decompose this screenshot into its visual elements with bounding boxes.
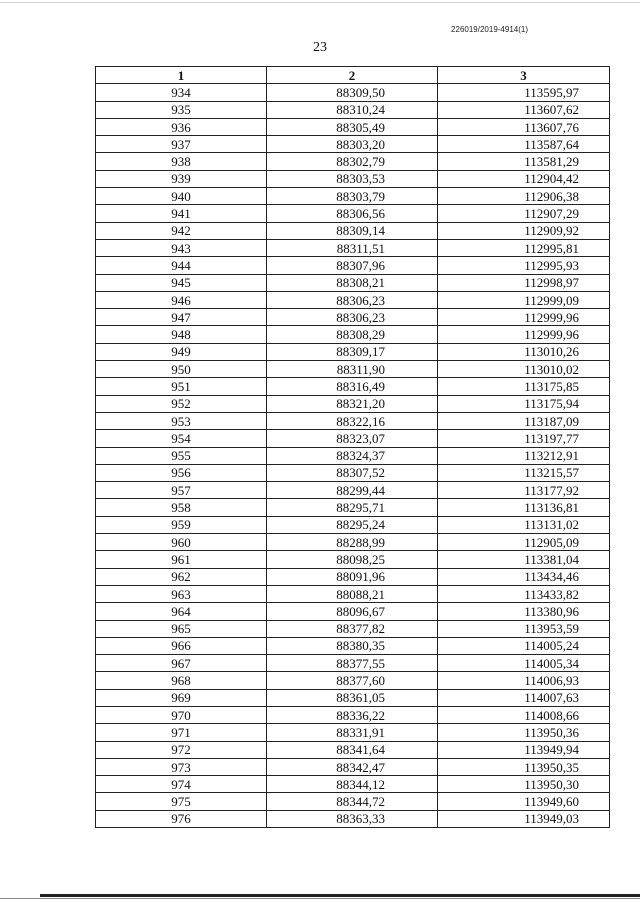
table-row: [96, 620, 610, 637]
x-coordinate-cell: 88302,79: [267, 153, 438, 170]
y-coordinate-cell: 112906,38: [438, 188, 610, 205]
y-coordinate-cell: 112904,42: [438, 170, 610, 187]
table-row: [96, 170, 610, 187]
point-number-cell: 945: [96, 274, 267, 291]
x-coordinate-cell: 88363,33: [267, 810, 438, 827]
table-row: [96, 793, 610, 810]
page-number: 23: [313, 40, 327, 55]
point-number-cell: 936: [96, 118, 267, 135]
y-coordinate-cell: 113595,97: [438, 84, 610, 101]
point-number-cell: 966: [96, 637, 267, 654]
x-coordinate-cell: 88307,96: [267, 257, 438, 274]
y-coordinate-cell: 113010,02: [438, 361, 610, 378]
table-row: [96, 724, 610, 741]
point-number-cell: 965: [96, 620, 267, 637]
y-coordinate-cell: 112995,93: [438, 257, 610, 274]
point-number-cell: 935: [96, 101, 267, 118]
y-coordinate-cell: 112999,96: [438, 309, 610, 326]
point-number-cell: 958: [96, 499, 267, 516]
table-row: [96, 516, 610, 533]
point-number-cell: 961: [96, 551, 267, 568]
point-number-cell: 959: [96, 516, 267, 533]
point-number-cell: 955: [96, 447, 267, 464]
y-coordinate-cell: 113175,94: [438, 395, 610, 412]
x-coordinate-cell: 88324,37: [267, 447, 438, 464]
y-coordinate-cell: 113177,92: [438, 482, 610, 499]
table-row: [96, 274, 610, 291]
y-coordinate-cell: 114007,63: [438, 689, 610, 706]
y-coordinate-cell: 113197,77: [438, 430, 610, 447]
y-coordinate-cell: 113949,94: [438, 741, 610, 758]
point-number-cell: 960: [96, 534, 267, 551]
column-header-1: 1: [96, 67, 267, 84]
table-row: [96, 447, 610, 464]
x-coordinate-cell: 88311,51: [267, 239, 438, 256]
y-coordinate-cell: 112998,97: [438, 274, 610, 291]
x-coordinate-cell: 88307,52: [267, 464, 438, 481]
x-coordinate-cell: 88308,21: [267, 274, 438, 291]
x-coordinate-cell: 88344,72: [267, 793, 438, 810]
x-coordinate-cell: 88295,24: [267, 516, 438, 533]
table-row: [96, 499, 610, 516]
bottom-scan-artifact: [40, 894, 640, 897]
y-coordinate-cell: 113010,26: [438, 343, 610, 360]
x-coordinate-cell: 88303,79: [267, 188, 438, 205]
x-coordinate-cell: 88336,22: [267, 706, 438, 723]
point-number-cell: 949: [96, 343, 267, 360]
point-number-cell: 972: [96, 741, 267, 758]
point-number-cell: 937: [96, 136, 267, 153]
y-coordinate-cell: 113175,85: [438, 378, 610, 395]
point-number-cell: 973: [96, 758, 267, 775]
table-row: [96, 706, 610, 723]
y-coordinate-cell: 113607,62: [438, 101, 610, 118]
x-coordinate-cell: 88377,82: [267, 620, 438, 637]
point-number-cell: 940: [96, 188, 267, 205]
x-coordinate-cell: 88331,91: [267, 724, 438, 741]
x-coordinate-cell: 88096,67: [267, 603, 438, 620]
x-coordinate-cell: 88091,96: [267, 568, 438, 585]
y-coordinate-cell: 113433,82: [438, 585, 610, 602]
table-row: [96, 534, 610, 551]
point-number-cell: 968: [96, 672, 267, 689]
point-number-cell: 934: [96, 84, 267, 101]
table-row: [96, 810, 610, 827]
point-number-cell: 969: [96, 689, 267, 706]
point-number-cell: 952: [96, 395, 267, 412]
table-row: [96, 655, 610, 672]
table-row: [96, 430, 610, 447]
top-scan-rule: [0, 2, 640, 3]
x-coordinate-cell: 88377,55: [267, 655, 438, 672]
x-coordinate-cell: 88098,25: [267, 551, 438, 568]
point-number-cell: 956: [96, 464, 267, 481]
table-row: [96, 239, 610, 256]
point-number-cell: 938: [96, 153, 267, 170]
table-row: [96, 776, 610, 793]
x-coordinate-cell: 88305,49: [267, 118, 438, 135]
x-coordinate-cell: 88306,23: [267, 309, 438, 326]
point-number-cell: 951: [96, 378, 267, 395]
y-coordinate-cell: 112999,09: [438, 291, 610, 308]
x-coordinate-cell: 88309,17: [267, 343, 438, 360]
y-coordinate-cell: 113136,81: [438, 499, 610, 516]
table-row: [96, 326, 610, 343]
table-row: [96, 222, 610, 239]
point-number-cell: 947: [96, 309, 267, 326]
table-row: [96, 378, 610, 395]
point-number-cell: 976: [96, 810, 267, 827]
table-row: [96, 585, 610, 602]
x-coordinate-cell: 88316,49: [267, 378, 438, 395]
document-number: 226019/2019-4914(1): [451, 25, 528, 34]
x-coordinate-cell: 88311,90: [267, 361, 438, 378]
table-header-row: [96, 67, 610, 84]
y-coordinate-cell: 113212,91: [438, 447, 610, 464]
table-row: [96, 551, 610, 568]
x-coordinate-cell: 88341,64: [267, 741, 438, 758]
point-number-cell: 963: [96, 585, 267, 602]
point-number-cell: 948: [96, 326, 267, 343]
table-row: [96, 136, 610, 153]
x-coordinate-cell: 88299,44: [267, 482, 438, 499]
x-coordinate-cell: 88309,50: [267, 84, 438, 101]
table-row: [96, 482, 610, 499]
point-number-cell: 964: [96, 603, 267, 620]
point-number-cell: 941: [96, 205, 267, 222]
y-coordinate-cell: 113950,36: [438, 724, 610, 741]
y-coordinate-cell: 113381,04: [438, 551, 610, 568]
table-row: [96, 291, 610, 308]
point-number-cell: 950: [96, 361, 267, 378]
y-coordinate-cell: 114005,24: [438, 637, 610, 654]
x-coordinate-cell: 88308,29: [267, 326, 438, 343]
point-number-cell: 943: [96, 239, 267, 256]
x-coordinate-cell: 88309,14: [267, 222, 438, 239]
x-coordinate-cell: 88303,53: [267, 170, 438, 187]
x-coordinate-cell: 88321,20: [267, 395, 438, 412]
y-coordinate-cell: 112995,81: [438, 239, 610, 256]
table-row: [96, 205, 610, 222]
point-number-cell: 971: [96, 724, 267, 741]
table-row: [96, 395, 610, 412]
column-header-2: 2: [267, 67, 438, 84]
y-coordinate-cell: 112999,96: [438, 326, 610, 343]
table-row: [96, 672, 610, 689]
y-coordinate-cell: 113215,57: [438, 464, 610, 481]
table-row: [96, 568, 610, 585]
point-number-cell: 975: [96, 793, 267, 810]
y-coordinate-cell: 113607,76: [438, 118, 610, 135]
y-coordinate-cell: 112909,92: [438, 222, 610, 239]
table-row: [96, 603, 610, 620]
table-row: [96, 257, 610, 274]
table-row: [96, 118, 610, 135]
table-row: [96, 84, 610, 101]
y-coordinate-cell: 114005,34: [438, 655, 610, 672]
table-row: [96, 101, 610, 118]
y-coordinate-cell: 113434,46: [438, 568, 610, 585]
y-coordinate-cell: 114008,66: [438, 706, 610, 723]
y-coordinate-cell: 113587,64: [438, 136, 610, 153]
y-coordinate-cell: 113187,09: [438, 412, 610, 429]
table-row: [96, 741, 610, 758]
x-coordinate-cell: 88288,99: [267, 534, 438, 551]
x-coordinate-cell: 88344,12: [267, 776, 438, 793]
table-row: [96, 689, 610, 706]
y-coordinate-cell: 113380,96: [438, 603, 610, 620]
y-coordinate-cell: 113950,30: [438, 776, 610, 793]
coordinates-table: [95, 66, 610, 828]
y-coordinate-cell: 113950,35: [438, 758, 610, 775]
y-coordinate-cell: 113953,59: [438, 620, 610, 637]
table-row: [96, 343, 610, 360]
table-row: [96, 361, 610, 378]
table-body: [96, 84, 610, 828]
bottom-scan-line: [0, 898, 640, 899]
column-header-3: 3: [438, 67, 610, 84]
y-coordinate-cell: 113131,02: [438, 516, 610, 533]
x-coordinate-cell: 88306,56: [267, 205, 438, 222]
x-coordinate-cell: 88088,21: [267, 585, 438, 602]
y-coordinate-cell: 112907,29: [438, 205, 610, 222]
y-coordinate-cell: 113949,03: [438, 810, 610, 827]
table-row: [96, 188, 610, 205]
x-coordinate-cell: 88380,35: [267, 637, 438, 654]
table-row: [96, 309, 610, 326]
x-coordinate-cell: 88323,07: [267, 430, 438, 447]
point-number-cell: 954: [96, 430, 267, 447]
point-number-cell: 962: [96, 568, 267, 585]
x-coordinate-cell: 88322,16: [267, 412, 438, 429]
y-coordinate-cell: 114006,93: [438, 672, 610, 689]
point-number-cell: 939: [96, 170, 267, 187]
table-row: [96, 464, 610, 481]
point-number-cell: 957: [96, 482, 267, 499]
table-row: [96, 153, 610, 170]
point-number-cell: 970: [96, 706, 267, 723]
point-number-cell: 974: [96, 776, 267, 793]
table-row: [96, 637, 610, 654]
table-row: [96, 412, 610, 429]
point-number-cell: 944: [96, 257, 267, 274]
table-row: [96, 758, 610, 775]
y-coordinate-cell: 112905,09: [438, 534, 610, 551]
point-number-cell: 946: [96, 291, 267, 308]
x-coordinate-cell: 88306,23: [267, 291, 438, 308]
point-number-cell: 967: [96, 655, 267, 672]
x-coordinate-cell: 88303,20: [267, 136, 438, 153]
x-coordinate-cell: 88310,24: [267, 101, 438, 118]
x-coordinate-cell: 88342,47: [267, 758, 438, 775]
y-coordinate-cell: 113949,60: [438, 793, 610, 810]
x-coordinate-cell: 88377,60: [267, 672, 438, 689]
point-number-cell: 942: [96, 222, 267, 239]
point-number-cell: 953: [96, 412, 267, 429]
x-coordinate-cell: 88295,71: [267, 499, 438, 516]
y-coordinate-cell: 113581,29: [438, 153, 610, 170]
x-coordinate-cell: 88361,05: [267, 689, 438, 706]
